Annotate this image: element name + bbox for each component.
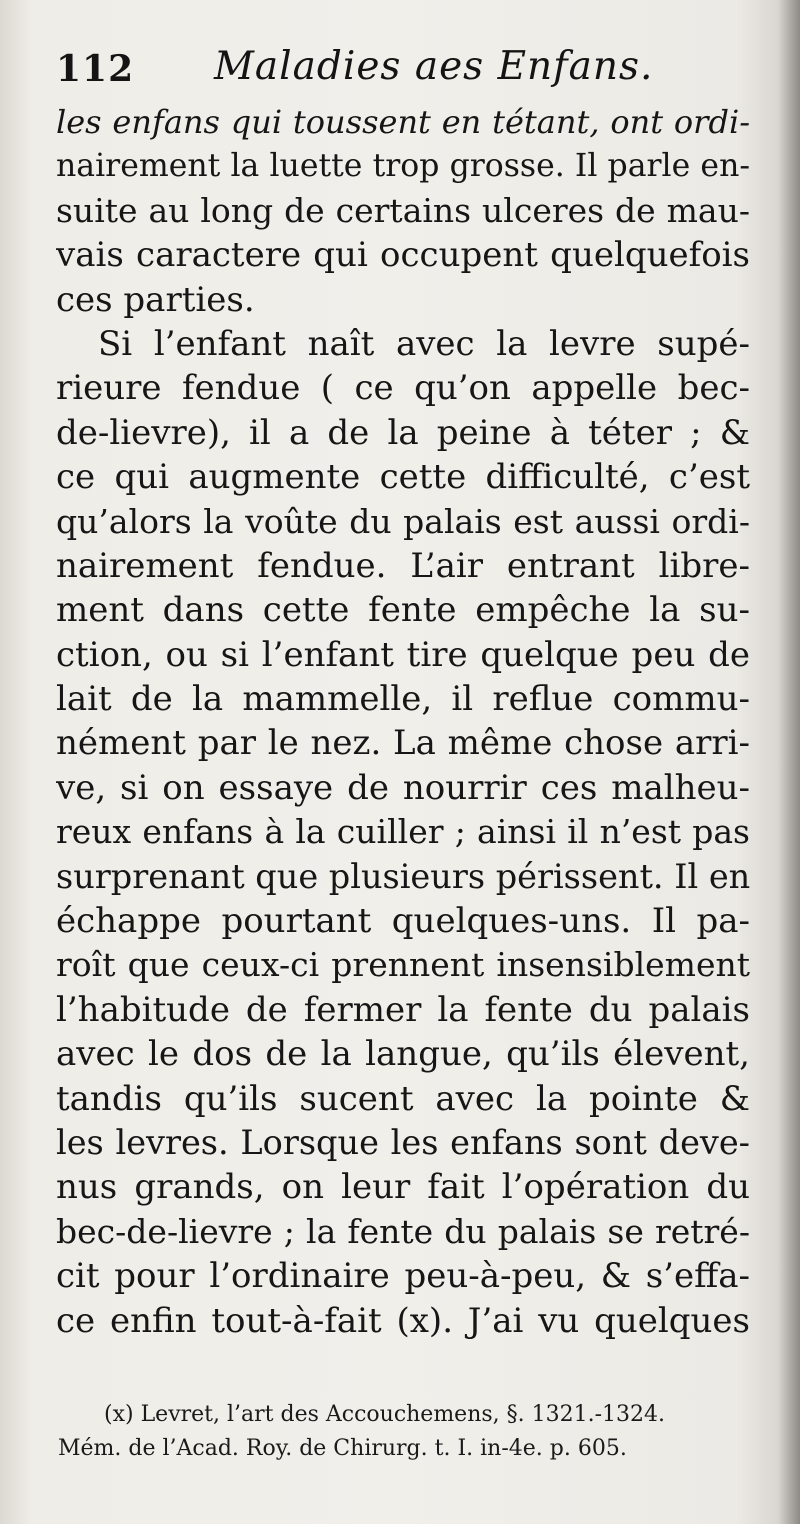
text-line: rieure fendue ( ce qu’on appelle bec- <box>56 368 750 409</box>
text-line: lait de la mammelle, il reflue commu- <box>56 679 750 720</box>
text-line: nairement la luette trop grosse. Il parle en- <box>56 148 750 185</box>
text-line: Si l’enfant naît avec la levre supé- <box>98 323 750 364</box>
text-line: ces parties. <box>56 279 255 320</box>
text-line: échappe pourtant quelques-uns. Il pa- <box>56 901 750 942</box>
page-number: 112 <box>56 48 135 90</box>
text-line: reux enfans à la cuiller ; ainsi il n’est pas <box>56 812 750 852</box>
text-line: bec-de-lievre ; la fente du palais se retré- <box>56 1211 750 1251</box>
text-line: avec le dos de la langue, qu’ils élevent, <box>56 1034 750 1075</box>
text-line: qu’alors la voûte du palais est aussi ordi- <box>56 501 750 541</box>
text-line: ve, si on essaye de nourrir ces malheu- <box>56 767 750 808</box>
text-line: ction, ou si l’enfant tire quelque peu de <box>56 634 750 675</box>
text-line: les levres. Lorsque les enfans sont deve- <box>56 1122 750 1162</box>
text-line: nairement fendue. L’air entrant libre- <box>56 545 750 586</box>
text-line: tandis qu’ils sucent avec la pointe & <box>56 1078 750 1119</box>
running-head <box>56 44 756 100</box>
text-line: l’habitude de fermer la fente du palais <box>56 989 750 1030</box>
text-line: nément par le nez. La même chose arri- <box>56 723 750 764</box>
footnote-line: Mém. de l’Acad. Roy. de Chirurg. t. I. in-4e. p. 605. <box>58 1436 627 1461</box>
body-text <box>56 100 750 1343</box>
text-line: les enfans qui toussent en tétant, ont ordi- <box>56 103 750 141</box>
text-line: ce qui augmente cette difficulté, c’est <box>56 457 750 498</box>
text-line: ment dans cette fente empêche la su- <box>56 590 750 631</box>
footnotes <box>58 1398 758 1466</box>
text-line: nus grands, on leur fait l’opération du <box>56 1167 750 1208</box>
text-line: surprenant que plusieurs périssent. Il en <box>56 856 750 896</box>
running-title: Maladies aes Enfans. <box>214 44 654 89</box>
text-line: roît que ceux-ci prennent insensiblement <box>56 945 750 985</box>
text-line: ce enfin tout-à-fait (x). J’ai vu quelques <box>56 1300 750 1341</box>
page-edge-shadow <box>778 0 800 1524</box>
text-line: vais caractere qui occupent quelquefois <box>56 235 750 276</box>
text-line: suite au long de certains ulceres de mau- <box>56 190 750 230</box>
text-line: de-lievre), il a de la peine à téter ; & <box>56 412 750 453</box>
footnote-line: (x) Levret, l’art des Accouchemens, §. 1321.-1324. <box>104 1402 666 1427</box>
text-line: cit pour l’ordinaire peu-à-peu, & s’effa- <box>56 1256 750 1297</box>
